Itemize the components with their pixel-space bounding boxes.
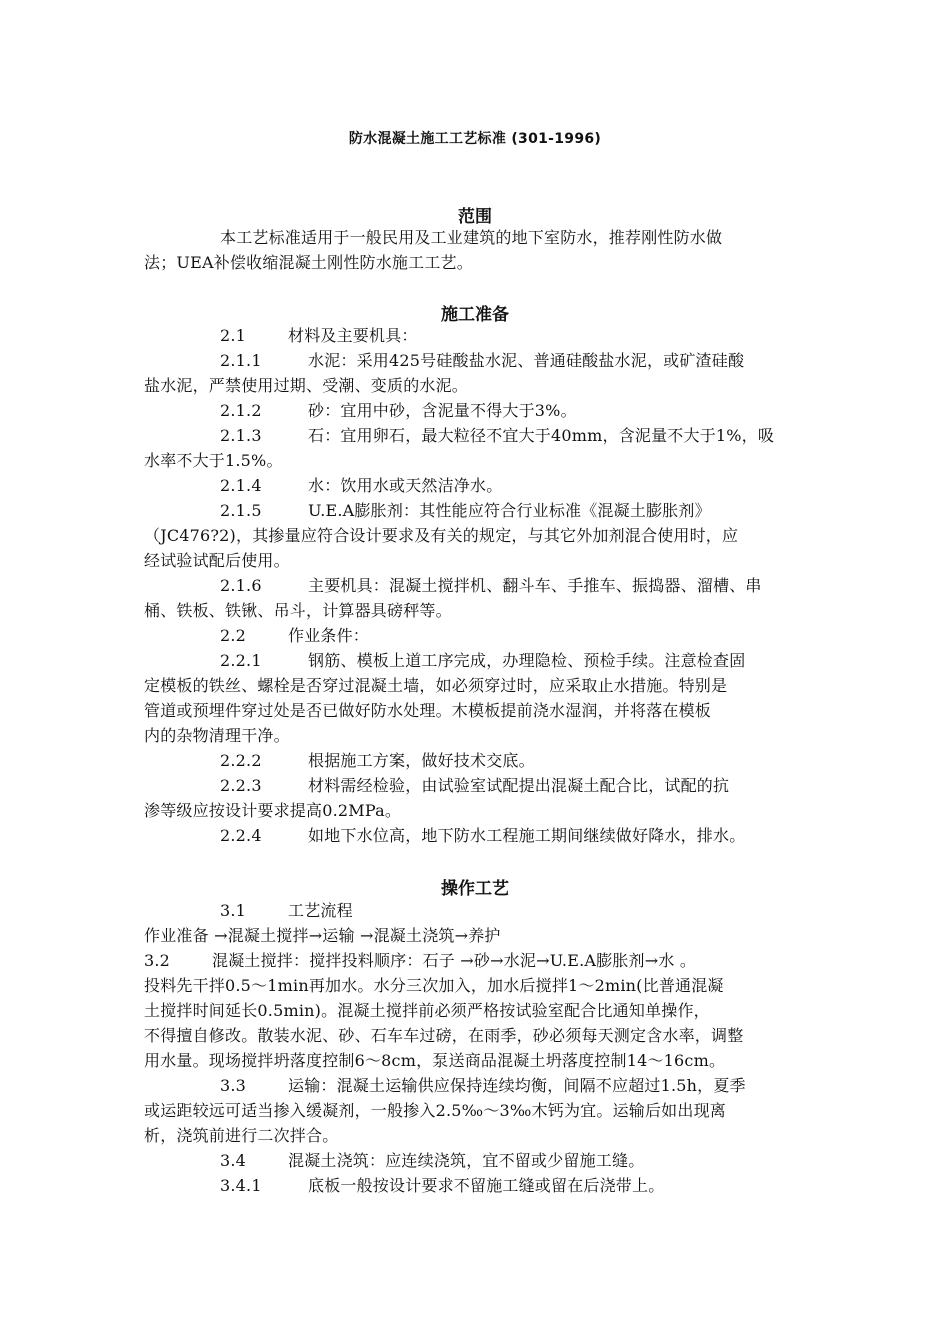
clause-text: 水泥：采用425号硅酸盐水泥、普通硅酸盐水泥，或矿渣硅酸 [308,351,745,370]
paragraph-line: 投料先干拌0.5～1min再加水。水分三次加入，加水后搅拌1～2min(比普通混凝 [144,976,724,995]
section-heading-scope: 范围 [458,207,492,227]
clause-number: 3.4 [220,1151,247,1170]
clause-text: 水：饮用水或天然洁净水。 [308,476,503,495]
clause-3-3 [220,1074,746,1098]
clause-text: 混凝土浇筑：应连续浇筑，宜不留或少留施工缝。 [288,1151,645,1170]
clause-text: U.E.A膨胀剂：其性能应符合行业标准《混凝土膨胀剂》 [308,501,711,520]
clause-number: 2.2.1 [220,651,262,670]
paragraph-line: 桶、铁板、铁锹、吊斗，计算器具磅秤等。 [144,601,452,620]
clause-2-1-3 [220,424,774,448]
clause-text: 混凝土搅拌：搅拌投料顺序：石子 →砂→水泥→U.E.A膨胀剂→水 。 [212,951,697,970]
paragraph-line: 不得擅自修改。散装水泥、砂、石车车过磅，在雨季，砂必须每天测定含水率，调整 [144,1026,744,1045]
paragraph-line: 经试验试配后使用。 [144,551,290,570]
paragraph-line: 管道或预埋件穿过处是否已做好防水处理。木模板提前浇水湿润，并将落在模板 [144,701,712,720]
clause-text: 根据施工方案，做好技术交底。 [308,751,535,770]
clause-number: 3.2 [144,951,171,970]
section-heading-ops: 操作工艺 [441,879,509,899]
clause-text: 材料需经检验，由试验室试配提出混凝土配合比，试配的抗 [308,776,730,795]
clause-text: 砂：宜用中砂，含泥量不得大于3%。 [308,401,577,420]
paragraph-line: 法；UEA补偿收缩混凝土刚性防水施工工艺。 [144,253,473,272]
paragraph-line: 内的杂物清理干净。 [144,726,290,745]
clause-number: 2.1 [220,326,247,345]
clause-text: 钢筋、模板上道工序完成，办理隐检、预检手续。注意检查固 [308,651,746,670]
clause-2-2-2 [220,749,535,773]
clause-2-2 [220,624,369,648]
paragraph-line: 水率不大于1.5%。 [144,451,283,470]
paragraph-line: 本工艺标准适用于一般民用及工业建筑的地下室防水，推荐刚性防水做 [220,228,723,247]
clause-number: 2.1.1 [220,351,262,370]
clause-2-1-6 [220,574,762,598]
clause-3-4-1 [220,1174,664,1198]
clause-text: 底板一般按设计要求不留施工缝或留在后浇带上。 [308,1176,665,1195]
clause-number: 2.1.3 [220,426,262,445]
clause-text: 材料及主要机具： [288,326,418,345]
clause-2-1-2 [220,399,577,423]
clause-number: 2.1.4 [220,476,262,495]
clause-number: 2.2 [220,626,247,645]
clause-2-2-1 [220,649,745,673]
paragraph-line: （JC476?2)，其掺量应符合设计要求及有关的规定，与其它外加剂混合使用时，应 [144,526,739,545]
clause-2-1-4 [220,474,502,498]
paragraph-line: 盐水泥，严禁使用过期、受潮、变质的水泥。 [144,376,469,395]
clause-number: 2.2.2 [220,751,262,770]
paragraph-line: 或运距较远可适当掺入缓凝剂，一般掺入2.5‰～3‰木钙为宜。运输后如出现离 [144,1101,726,1120]
clause-2-2-4 [220,824,745,848]
clause-number: 2.2.3 [220,776,262,795]
clause-2-1-5 [220,499,711,523]
paragraph-line: 定模板的铁丝、螺栓是否穿过混凝土墙，如必须穿过时，应采取止水措施。特别是 [144,676,728,695]
clause-number: 2.2.4 [220,826,262,845]
clause-3-2 [144,949,696,973]
document-title: 防水混凝土施工工艺标准 (301-1996) [348,131,602,147]
section-heading-prep: 施工准备 [441,305,509,325]
clause-text: 运输：混凝土运输供应保持连续均衡，间隔不应超过1.5h，夏季 [288,1076,746,1095]
clause-text: 作业条件： [288,626,370,645]
clause-number: 3.4.1 [220,1176,262,1195]
paragraph-line: 渗等级应按设计要求提高0.2MPa。 [144,801,402,820]
clause-number: 2.1.2 [220,401,262,420]
clause-number: 3.3 [220,1076,247,1095]
clause-text: 主要机具：混凝土搅拌机、翻斗车、手推车、振捣器、溜槽、串 [308,576,762,595]
clause-number: 2.1.6 [220,576,262,595]
clause-text: 如地下水位高，地下防水工程施工期间继续做好降水，排水。 [308,826,746,845]
paragraph-line: 土搅拌时间延长0.5min)。混凝土搅拌前必须严格按试验室配合比通知单操作， [144,1001,710,1020]
clause-2-1 [220,324,418,348]
process-flow: 作业准备 →混凝土搅拌→运输 →混凝土浇筑→养护 [144,926,501,945]
clause-3-1 [220,899,353,923]
clause-number: 3.1 [220,901,247,920]
clause-2-1-1 [220,349,744,373]
clause-number: 2.1.5 [220,501,262,520]
paragraph-line: 用水量。现场搅拌坍落度控制6～8cm，泵送商品混凝土坍落度控制14～16cm。 [144,1051,726,1070]
clause-text: 石：宜用卵石，最大粒径不宜大于40mm，含泥量不大于1%，吸 [308,426,775,445]
clause-text: 工艺流程 [288,901,353,920]
clause-3-4 [220,1149,644,1173]
clause-2-2-3 [220,774,729,798]
paragraph-line: 析，浇筑前进行二次拌合。 [144,1126,339,1145]
